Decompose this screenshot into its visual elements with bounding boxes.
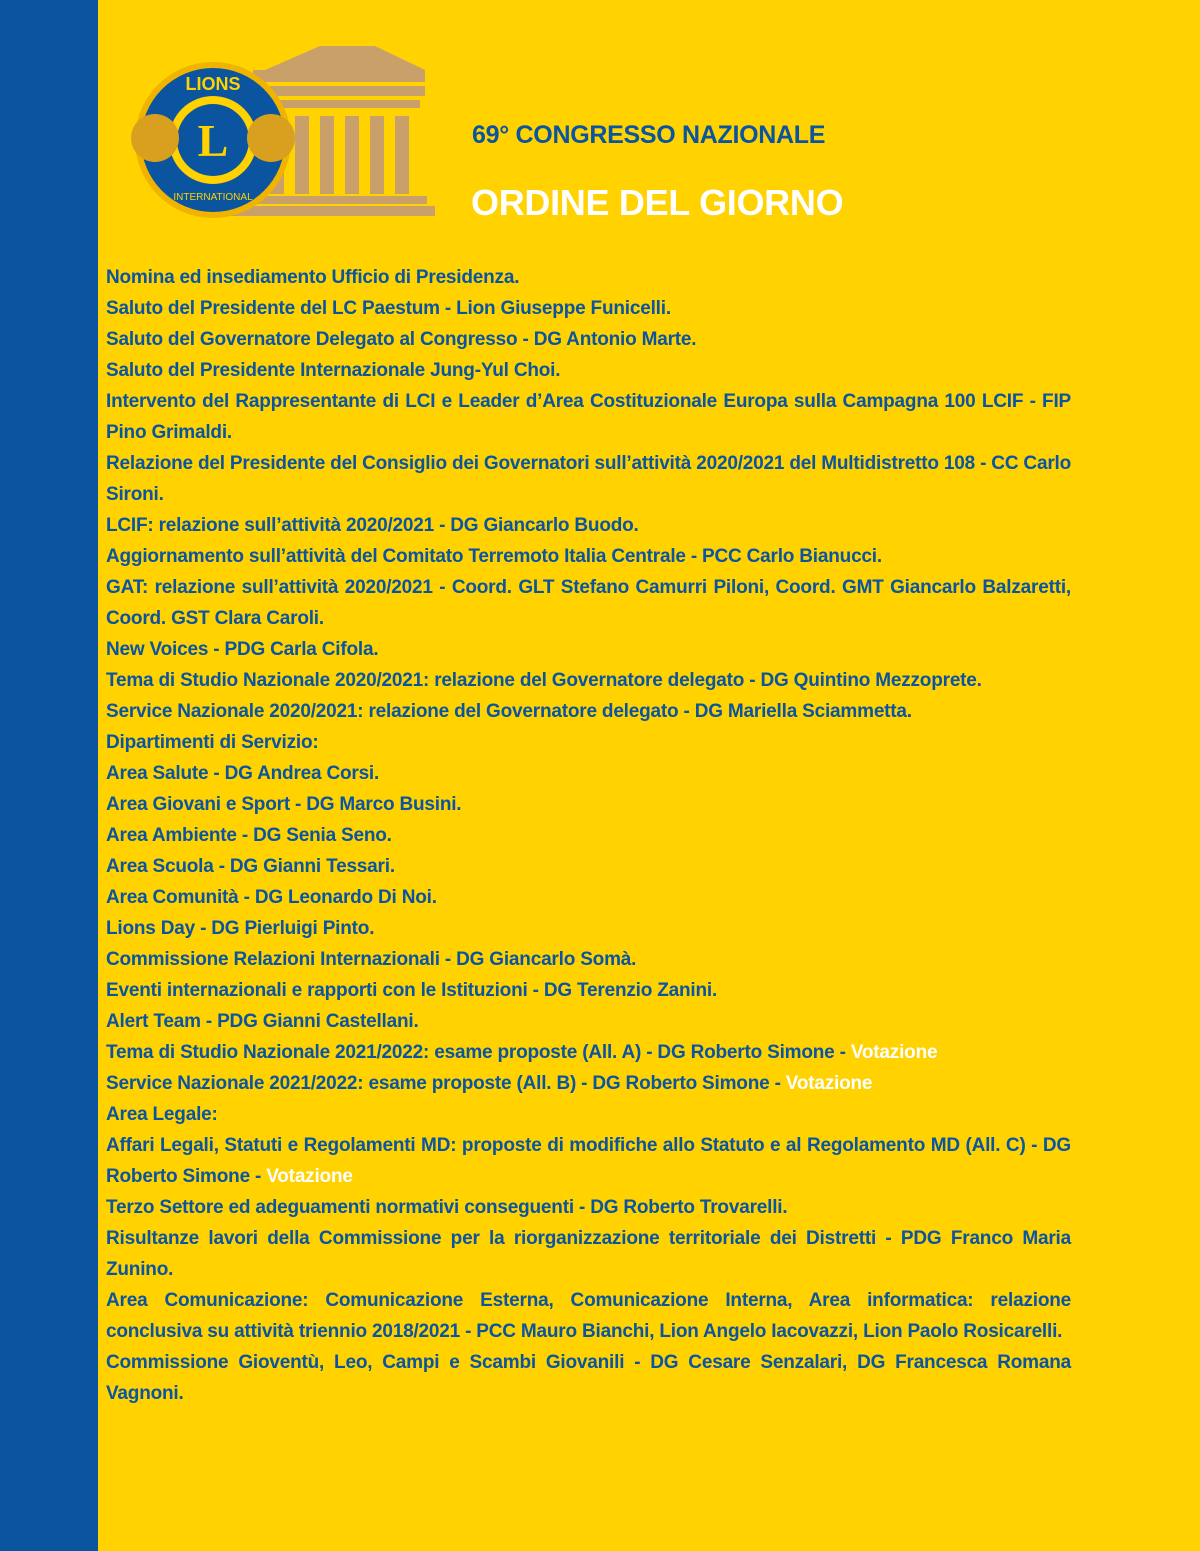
agenda-item-text [106,851,1071,882]
agenda-list [0,262,1200,1409]
agenda-item-text [106,324,1071,355]
lions-temple-logo [125,40,445,225]
agenda-item [0,1037,1200,1068]
agenda-item-text [106,727,1071,758]
agenda-item [0,541,1200,572]
agenda-item-text [106,882,1071,913]
agenda-item-number: 18 [71,1042,92,1063]
agenda-item [0,324,1200,355]
agenda-item-text [106,1223,1071,1285]
agenda-item-label: Commissione Gioventù, Leo, Campi e Scambi Giovanili - DG Cesare Senzalari, DG Francesca Romana Vagnoni. [106,1352,1071,1404]
vote-badge: Votazione [850,1042,938,1063]
agenda-item [0,448,1200,510]
agenda-item-text [106,975,1071,1006]
agenda-item-text [106,1285,1071,1347]
agenda-item [0,1099,1200,1130]
agenda-item-text [106,696,1071,727]
agenda-item-label: GAT: relazione sull’attività 2020/2021 - Coord. GLT Stefano Camurri Piloni, Coord. GMT Giancarlo Balzaretti, Coord. GST Clara Caroli. [106,577,1071,629]
agenda-item-number: 15 [71,949,92,970]
agenda-item [0,913,1200,944]
agenda-item [0,789,1200,820]
agenda-item-number: 20a [60,1135,92,1156]
vote-badge: Votazione [266,1166,353,1187]
agenda-item-text [106,1037,1071,1068]
agenda-item-number: 19 [71,1073,92,1094]
agenda-item-text [106,665,1071,696]
agenda-item [0,1006,1200,1037]
agenda-item-text [106,262,1071,293]
agenda-item-number: 10 [71,639,92,660]
agenda-item [0,510,1200,541]
agenda-item-label: Area Giovani e Sport - DG Marco Businі. [106,794,462,815]
agenda-item-number: 7 [81,515,92,536]
agenda-item-text [106,1192,1071,1223]
agenda-item-label: Area Comunità - DG Leonardo Di Noi. [106,887,437,908]
logo-graphic [125,40,445,225]
agenda-item-number: 17 [71,1011,92,1032]
agenda-item-label: Tema di Studio Nazionale 2020/2021: relazione del Governatore delegato - DG Quintino Mezzoprete. [106,670,982,691]
lions-emblem-icon [131,62,295,218]
emblem-text-bottom: INTERNATIONAL [173,192,253,203]
agenda-item [0,1068,1200,1099]
agenda-item [0,665,1200,696]
agenda-item-label: Risultanze lavori della Commissione per la riorganizzazione territoriale dei Distretti - PDG Franco Maria Zunino. [106,1228,1071,1280]
agenda-item-text [106,355,1071,386]
agenda-item-label: Area Ambiente - DG Senia Seno. [106,825,392,846]
agenda-item-label: Saluto del Presidente Internazionale Jung-Yul Choi. [106,360,561,381]
agenda-item-text [106,758,1071,789]
agenda-item-label: Intervento del Rappresentante di LCI e Leader d’Area Costituzionale Europa sulla Campagna 100 LCIF - FIP Pino Grimaldi. [106,391,1071,443]
agenda-item-number: 13a [60,763,92,784]
agenda-item-number: 8 [81,546,92,567]
congress-subtitle: 69° CONGRESSO NAZIONALE [472,121,826,149]
emblem-text-top: LIONS [185,74,241,94]
agenda-item-label: Area Salute - DG Andrea Corsi. [106,763,380,784]
agenda-item-text [106,944,1071,975]
agenda-item-number: 16 [71,980,92,1001]
agenda-item [0,944,1200,975]
agenda-item-text [106,634,1071,665]
agenda-item-number: 20b [59,1197,92,1218]
agenda-item-number: 13d [59,856,92,877]
agenda-item [0,851,1200,882]
agenda-item-label: Affari Legali, Statuti e Regolamenti MD: proposte di modifiche allo Statuto e al Regolamento MD (All. C) - DG Roberto Simone - [106,1135,1071,1187]
agenda-item [0,820,1200,851]
agenda-item-label: Area Comunicazione: Comunicazione Esterna, Comunicazione Interna, Area informatica: relazione conclusiva su attività triennio 2018/2021 - PCC Mauro Bianchi, Lion Angelo Iacovazzi, Lion Paolo Rosicarelli. [106,1290,1071,1342]
agenda-item [0,1347,1200,1409]
agenda-item-text [106,1006,1071,1037]
agenda-item [0,634,1200,665]
agenda-item-label: Aggiornamento sull’attività del Comitato Terremoto Italia Centrale - PCC Carlo Bianucci. [106,546,882,567]
agenda-item [0,1130,1200,1192]
agenda-item-number: 5 [81,391,92,412]
agenda-item-label: Area Scuola - DG Gianni Tessari. [106,856,395,877]
agenda-item-number: 13 [71,732,92,753]
agenda-item-number: 13c [60,825,92,846]
agenda-item-label: Nomina ed insediamento Ufficio di Presidenza. [106,267,520,288]
agenda-item-label: Dipartimenti di Servizio: [106,732,319,753]
agenda-item-label: Commissione Relazioni Internazionali - DG Giancarlo Somà. [106,949,637,970]
agenda-item-text [106,293,1071,324]
agenda-item [0,975,1200,1006]
agenda-item [0,727,1200,758]
agenda-item-number: 21 [71,1228,92,1249]
agenda-item-text [106,1099,1071,1130]
agenda-item-label: Saluto del Governatore Delegato al Congresso - DG Antonio Marte. [106,329,697,350]
agenda-item-number: 6 [81,453,92,474]
agenda-item [0,696,1200,727]
agenda-item-text [106,386,1071,448]
agenda-item-number: 9 [81,577,92,598]
agenda-item-number: 1 [81,267,92,288]
agenda-item-number: 22 [71,1290,92,1311]
agenda-item-text [106,1130,1071,1192]
agenda-item [0,1223,1200,1285]
agenda-item-text [106,820,1071,851]
agenda-item-text [106,541,1071,572]
agenda-item-number: 2 [81,298,92,319]
agenda-item [0,355,1200,386]
agenda-item [0,1192,1200,1223]
agenda-item-number: 23 [71,1352,92,1373]
agenda-item-number: 12 [71,701,92,722]
agenda-item-number: 4 [81,360,92,381]
agenda-item [0,386,1200,448]
agenda-item-text [106,1068,1071,1099]
agenda-item-text [106,1347,1071,1409]
agenda-item-number: 13e [60,887,92,908]
agenda-item-text [106,448,1071,510]
agenda-item [0,262,1200,293]
agenda-item [0,758,1200,789]
agenda-item-text [106,510,1071,541]
agenda-item-text [106,572,1071,634]
agenda-item [0,293,1200,324]
agenda-item-number: 3 [81,329,92,350]
agenda-title: ORDINE DEL GIORNO [471,182,844,223]
agenda-item-label: New Voices - PDG Carla Cifola. [106,639,379,660]
agenda-item-label: Service Nazionale 2020/2021: relazione del Governatore delegato - DG Mariella Sciammetta. [106,701,912,722]
agenda-item-text [106,913,1071,944]
agenda-item-label: Area Legale: [106,1104,218,1125]
agenda-item-number: 14 [71,918,92,939]
agenda-item [0,882,1200,913]
agenda-item [0,1285,1200,1347]
agenda-item-label: Terzo Settore ed adeguamenti normativi conseguenti - DG Roberto Trovarelli. [106,1197,788,1218]
agenda-item-number: 20 [71,1104,92,1125]
agenda-item-label: Eventi internazionali e rapporti con le Istituzioni - DG Terenzio Zanini. [106,980,718,1001]
agenda-item-number: 11 [72,670,92,691]
agenda-item-text [106,789,1071,820]
agenda-item-label: Lions Day - DG Pierluigi Pinto. [106,918,375,939]
agenda-item-label: Service Nazionale 2021/2022: esame proposte (All. B) - DG Roberto Simone - [106,1073,786,1094]
agenda-item-label: Tema di Studio Nazionale 2021/2022: esame proposte (All. A) - DG Roberto Simone - [106,1042,851,1063]
agenda-item-label: Saluto del Presidente del LC Paestum - Lion Giuseppe Funicelli. [106,298,671,319]
agenda-item [0,572,1200,634]
agenda-item-label: Relazione del Presidente del Consiglio dei Governatori sull’attività 2020/2021 del Multidistretto 108 - CC Carlo Sironi. [106,453,1071,505]
vote-badge: Votazione [785,1073,873,1094]
emblem-letter: L [197,115,229,166]
agenda-item-label: Alert Team - PDG Gianni Castellani. [106,1011,419,1032]
agenda-item-number: 13b [59,794,92,815]
agenda-item-label: LCIF: relazione sull’attività 2020/2021 - DG Giancarlo Buodo. [106,515,639,536]
